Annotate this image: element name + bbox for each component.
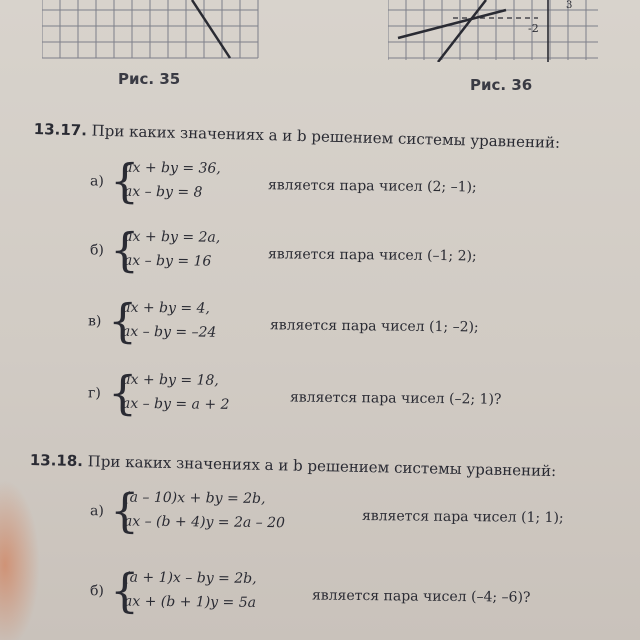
fig36-tick-label: -2 [528,22,539,35]
brace-icon: { [109,222,140,277]
system-13-18-a [89,483,630,543]
system-13-17-v [87,293,588,352]
equation-2: ax – (b + 4)y = 2a – 20 [123,513,286,532]
figure-35-graph [42,0,272,60]
system-13-17-b [89,222,590,281]
part-label: б) [89,583,104,600]
equation-1: ax + by = 36, [124,159,221,177]
equation-1: (a + 1)x – by = 2b, [124,569,257,587]
condition-text: является пара чисел (–1; 2); [267,246,477,265]
system-13-17-a [89,153,590,212]
brace-icon: { [109,483,140,538]
equation-1: ax + by = 2a, [124,228,221,246]
problem-number: 13.17. [33,120,88,140]
equation-2: ax – by = 16 [123,252,212,270]
problem-prompt: При каких значениях a и b решением системы уравнений: [91,121,561,152]
condition-text: является пара чисел (–4; –6)? [311,587,531,606]
problem-number: 13.18. [29,451,84,471]
condition-text: является пара чисел (1; 1); [361,508,564,527]
fig36-line-2 [438,0,486,62]
brace-icon: { [107,365,138,420]
problem-13-17-header [34,120,561,152]
condition-text: является пара чисел (1; –2); [269,317,479,336]
fig36-line-1 [398,10,506,38]
part-label: а) [89,173,104,190]
system-13-17-g [87,365,588,424]
finger-shadow [0,480,40,640]
equation-2: ax + (b + 1)y = 5a [123,593,257,611]
brace-icon: { [109,153,140,208]
figure-35-caption: Рис. 35 [118,70,181,88]
equation-1: (a – 10)x + by = 2b, [124,489,266,508]
brace-icon: { [107,293,138,348]
system-13-18-b [89,563,630,623]
brace-icon: { [109,563,140,618]
figure-36-caption: Рис. 36 [470,76,533,94]
fig35-line [192,0,230,58]
equation-2: ax – by = 8 [123,183,203,201]
figure-36-graph [388,0,608,62]
condition-text: является пара чисел (–2; 1)? [289,389,502,408]
fig36-tick-label-top: 3 [566,0,573,11]
equation-1: ax + by = 18, [122,371,219,389]
part-label: б) [89,242,104,259]
equation-2: ax – by = a + 2 [121,395,230,413]
problem-prompt: При каких значениях a и b решением системы уравнений: [87,452,557,481]
part-label: а) [89,503,104,520]
condition-text: является пара чисел (2; –1); [267,177,477,196]
equation-2: ax – by = –24 [121,323,217,341]
part-label: в) [87,313,102,330]
part-label: г) [87,385,101,402]
equation-1: ax + by = 4, [122,299,210,317]
problem-13-18-header [30,451,557,480]
